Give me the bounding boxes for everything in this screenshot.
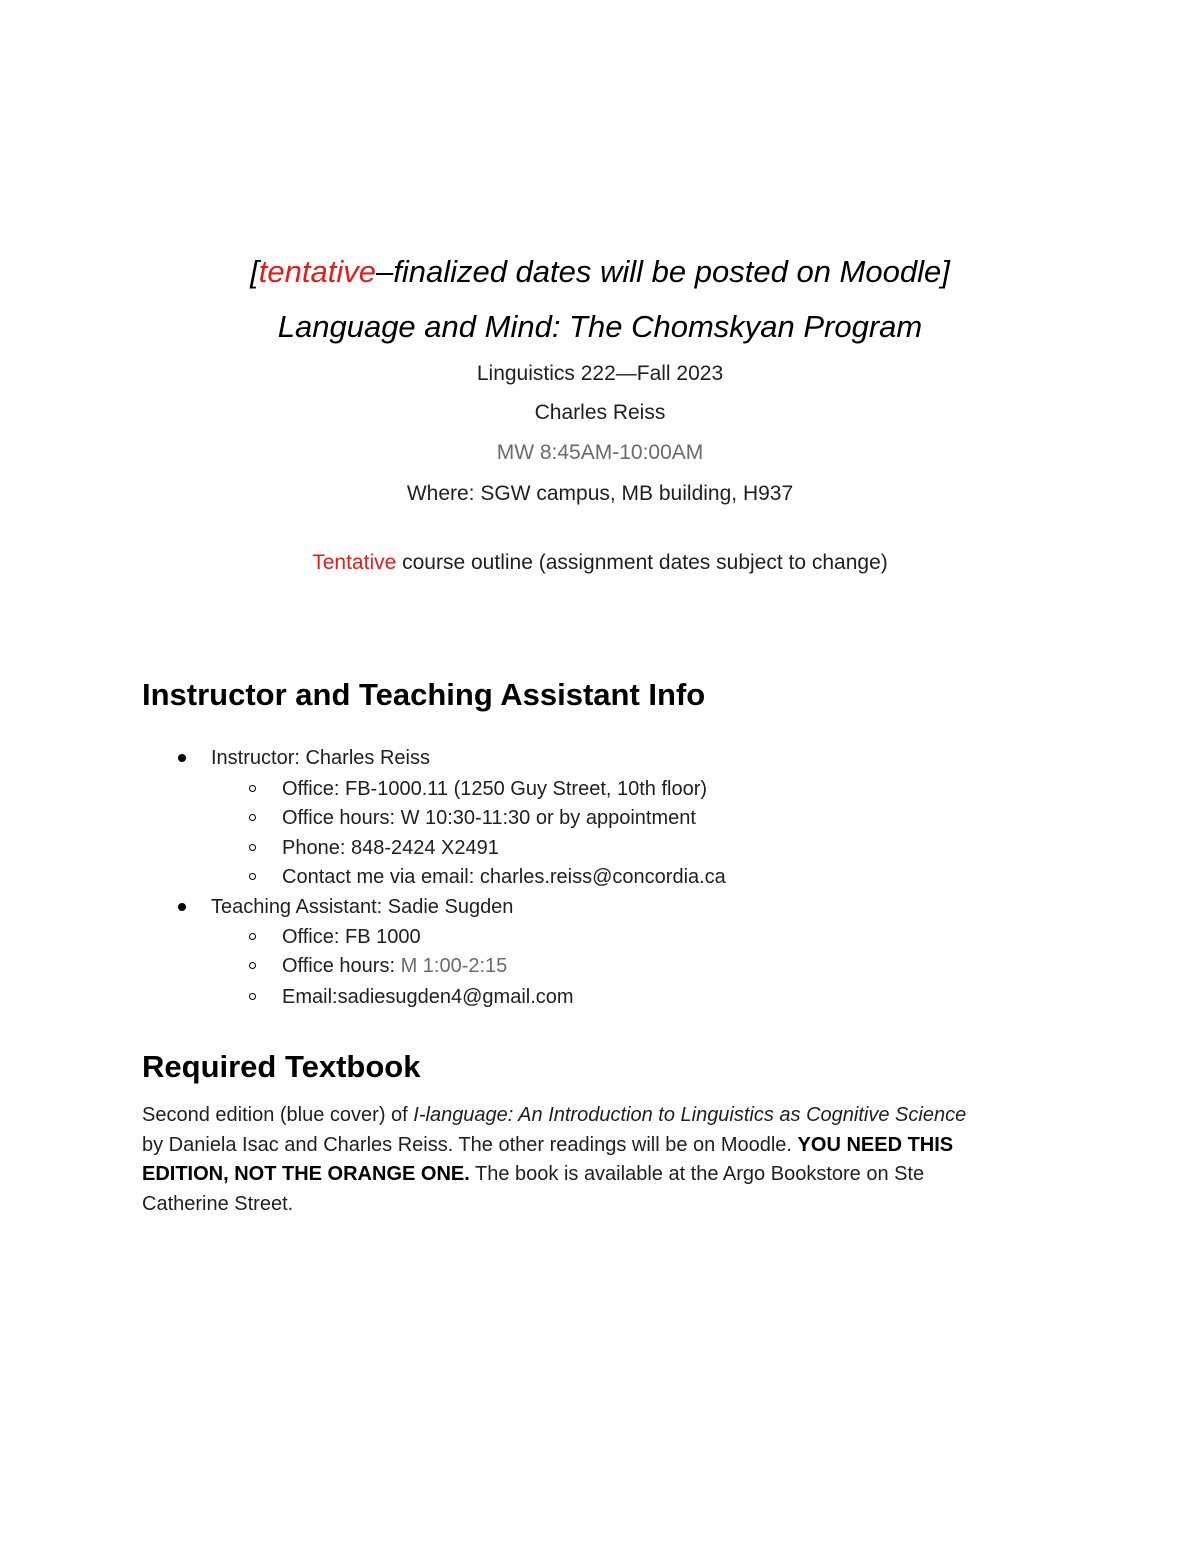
class-location: Where: SGW campus, MB building, H937 (406, 482, 794, 505)
textbook-paragraph (142, 1101, 1062, 1219)
textbook-line2-text: by Daniela Isac and Charles Reiss. The other readings will be on Moodle. (142, 1133, 798, 1156)
ta-office-hours (282, 954, 507, 978)
bullet-circle-icon (249, 785, 256, 792)
bullet-dot-icon (178, 754, 186, 762)
instructor-office: Office: FB-1000.11 (1250 Guy Street, 10th floor) (282, 778, 708, 800)
course-title: Language and Mind: The Chomskyan Program (277, 309, 923, 344)
course-code: Linguistics 222—Fall 2023 (476, 362, 724, 385)
textbook-line1-prefix: Second edition (blue cover) of (142, 1104, 414, 1126)
notice-tentative-word: tentative (258, 254, 376, 289)
bullet-circle-icon (249, 933, 256, 940)
instructor-phone: Phone: 848-2424 X2491 (282, 837, 499, 859)
ta-label: Teaching Assistant: Sadie Sugden (211, 896, 514, 918)
instructor-section-heading: Instructor and Teaching Assistant Info (142, 677, 706, 712)
notice-rest: –finalized dates will be posted on Moodle] (375, 254, 950, 289)
ta-office-hours-label: Office hours: (282, 955, 401, 977)
tentative-notice (0, 254, 1200, 290)
instructor-label: Instructor: Charles Reiss (211, 747, 430, 769)
textbook-line-4: Catherine Street. (142, 1192, 294, 1215)
outline-tentative-word: Tentative (312, 551, 397, 574)
textbook-title: I-language: An Introduction to Linguistics as Cognitive Science (413, 1104, 967, 1126)
textbook-line2-bold: YOU NEED THIS (797, 1133, 954, 1156)
textbook-line-1 (142, 1101, 1062, 1131)
instructor-name: Charles Reiss (534, 401, 666, 424)
bullet-circle-icon (249, 873, 256, 880)
bullet-circle-icon (249, 814, 256, 821)
outline-notice (0, 550, 1200, 576)
ta-office: Office: FB 1000 (282, 926, 421, 948)
instructor-office-hours: Office hours: W 10:30-11:30 or by appointment (282, 807, 696, 829)
textbook-line3-text: The book is available at the Argo Bookstore on Ste (469, 1163, 925, 1185)
ta-email: Email:sadiesugden4@gmail.com (282, 986, 574, 1008)
bullet-circle-icon (249, 962, 256, 969)
instructor-contact: Contact me via email: charles.reiss@concordia.ca (282, 866, 726, 888)
outline-rest: course outline (assignment dates subject to change) (396, 551, 888, 574)
textbook-line3-bold: EDITION, NOT THE ORANGE ONE. (142, 1163, 470, 1185)
textbook-line-2 (142, 1131, 1062, 1161)
textbook-line-3 (142, 1160, 1062, 1190)
notice-open-bracket: [ (250, 254, 259, 289)
bullet-circle-icon (249, 844, 256, 851)
bullet-dot-icon (178, 903, 186, 911)
class-schedule: MW 8:45AM-10:00AM (496, 441, 704, 464)
ta-office-hours-value: M 1:00-2:15 (400, 955, 508, 977)
textbook-section-heading: Required Textbook (142, 1049, 421, 1084)
bullet-circle-icon (249, 993, 256, 1000)
